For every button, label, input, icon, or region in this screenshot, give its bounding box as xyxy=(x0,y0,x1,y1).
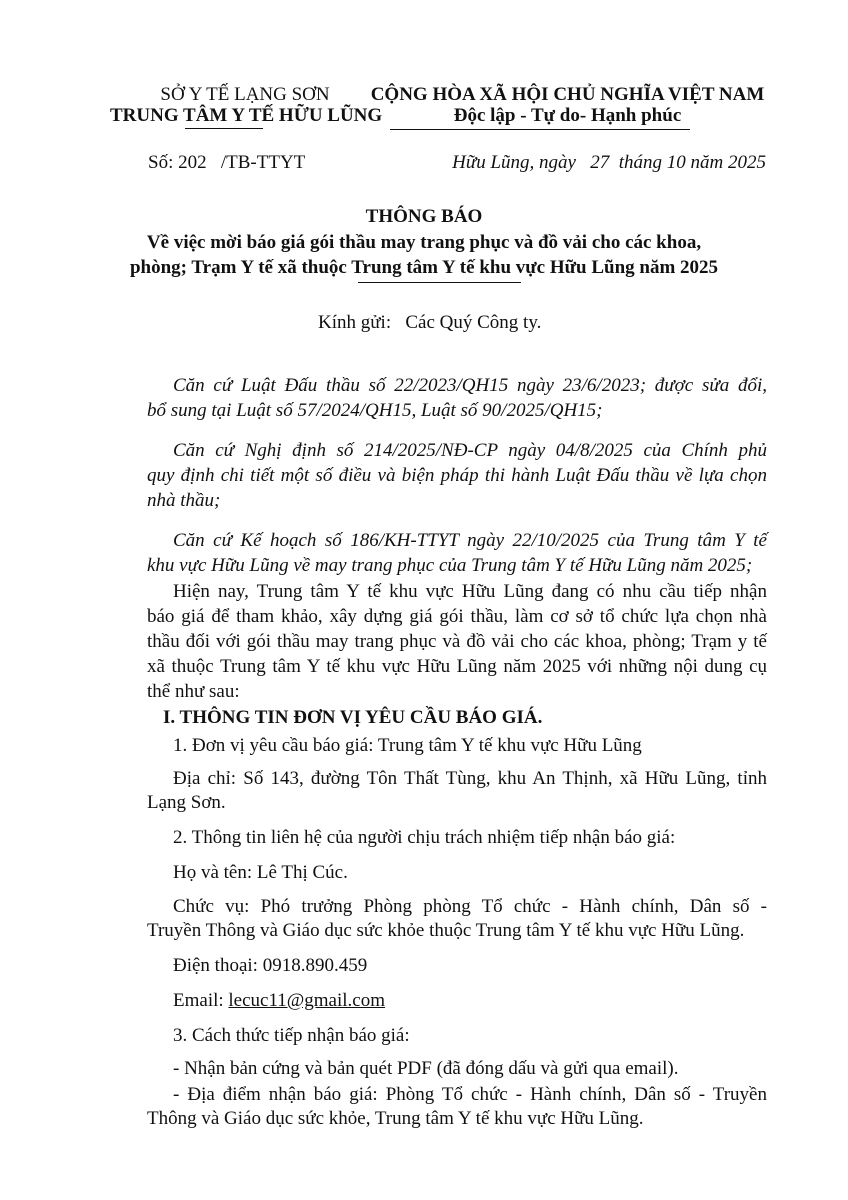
email-label: Email: xyxy=(173,990,229,1011)
agency-parent: SỞ Y TẾ LẠNG SƠN xyxy=(160,84,330,105)
doc-subtitle-line: phòng; Trạm Y tế xã thuộc Trung tâm Y tế khu vực Hữu Lũng năm 2025 xyxy=(129,257,719,278)
receive-method: - Nhận bản cứng và bản quét PDF (đã đóng dấu và gửi qua email). xyxy=(173,1058,679,1079)
address-line: Địa chỉ: Số 143, đường Tôn Thất Tùng, khu An Thịnh, xã Hữu Lũng, tỉnh xyxy=(173,768,767,789)
basis-line: quy định chi tiết một số điều và biện pháp thi hành Luật Đấu thầu về lựa chọn xyxy=(147,465,767,486)
section-heading: I. THÔNG TIN ĐƠN VỊ YÊU CẦU BÁO GIÁ. xyxy=(163,707,543,728)
location-line: Thông và Giáo dục sức khỏe, Trung tâm Y tế khu vực Hữu Lũng. xyxy=(147,1108,644,1129)
position-line: Truyền Thông và Giáo dục sức khỏe thuộc Trung tâm Y tế khu vực Hữu Lũng. xyxy=(147,920,745,941)
intro-line: Hiện nay, Trung tâm Y tế khu vực Hữu Lũng đang có nhu cầu tiếp nhận xyxy=(173,581,767,602)
title-underline xyxy=(358,282,521,283)
location-line: - Địa điểm nhận báo giá: Phòng Tổ chức - Hành chính, Dân số - Truyền xyxy=(173,1084,767,1105)
position-line: Chức vụ: Phó trưởng Phòng phòng Tổ chức - Hành chính, Dân số - xyxy=(173,896,767,917)
intro-line: thầu đối với gói thầu may trang phục và đồ vải cho các khoa, phòng; Trạm y tế xyxy=(147,631,767,652)
basis-line: Căn cứ Kế hoạch số 186/KH-TTYT ngày 22/10/2025 của Trung tâm Y tế xyxy=(173,530,767,551)
email-link[interactable]: lecuc11@gmail.com xyxy=(228,990,386,1011)
intro-line: thể như sau: xyxy=(147,681,240,702)
receive-method-heading: 3. Cách thức tiếp nhận báo giá: xyxy=(173,1025,410,1046)
recipient: Kính gửi: Các Quý Công ty. xyxy=(318,312,542,333)
agency-name: TRUNG TÂM Y TẾ HỮU LŨNG xyxy=(110,105,383,126)
address-line: Lạng Sơn. xyxy=(147,792,226,813)
contact-name: Họ và tên: Lê Thị Cúc. xyxy=(173,862,348,883)
agency-underline xyxy=(185,128,263,129)
doc-subtitle-line: Về việc mời báo giá gói thầu may trang phục và đồ vải cho các khoa, xyxy=(146,232,702,253)
doc-number: Số: 202 /TB-TTYT xyxy=(148,152,306,173)
motto-underline xyxy=(390,129,690,130)
contact-heading: 2. Thông tin liên hệ của người chịu trách nhiệm tiếp nhận báo giá: xyxy=(173,827,676,848)
doc-title: THÔNG BÁO xyxy=(365,206,483,227)
requester-unit: 1. Đơn vị yêu cầu báo giá: Trung tâm Y tế khu vực Hữu Lũng xyxy=(173,735,642,756)
basis-line: Căn cứ Luật Đấu thầu số 22/2023/QH15 ngày 23/6/2023; được sửa đổi, xyxy=(173,375,767,396)
nation-title: CỘNG HÒA XÃ HỘI CHỦ NGHĨA VIỆT NAM xyxy=(370,84,765,105)
basis-line: Căn cứ Nghị định số 214/2025/NĐ-CP ngày 04/8/2025 của Chính phủ xyxy=(173,440,767,461)
basis-line: khu vực Hữu Lũng về may trang phục của Trung tâm Y tế Hữu Lũng năm 2025; xyxy=(147,555,753,576)
basis-line: bổ sung tại Luật số 57/2024/QH15, Luật số 90/2025/QH15; xyxy=(147,400,603,421)
basis-line: nhà thầu; xyxy=(147,490,221,511)
intro-line: báo giá để tham khảo, xây dựng giá gói thầu, làm cơ sở tổ chức lựa chọn nhà xyxy=(147,606,767,627)
motto: Độc lập - Tự do- Hạnh phúc xyxy=(453,105,682,126)
place-date: Hữu Lũng, ngày 27 tháng 10 năm 2025 xyxy=(452,152,766,173)
contact-email-row xyxy=(173,989,385,1013)
intro-line: xã thuộc Trung tâm Y tế khu vực Hữu Lũng năm 2025 với những nội dung cụ xyxy=(147,656,767,677)
contact-phone: Điện thoại: 0918.890.459 xyxy=(173,955,368,976)
